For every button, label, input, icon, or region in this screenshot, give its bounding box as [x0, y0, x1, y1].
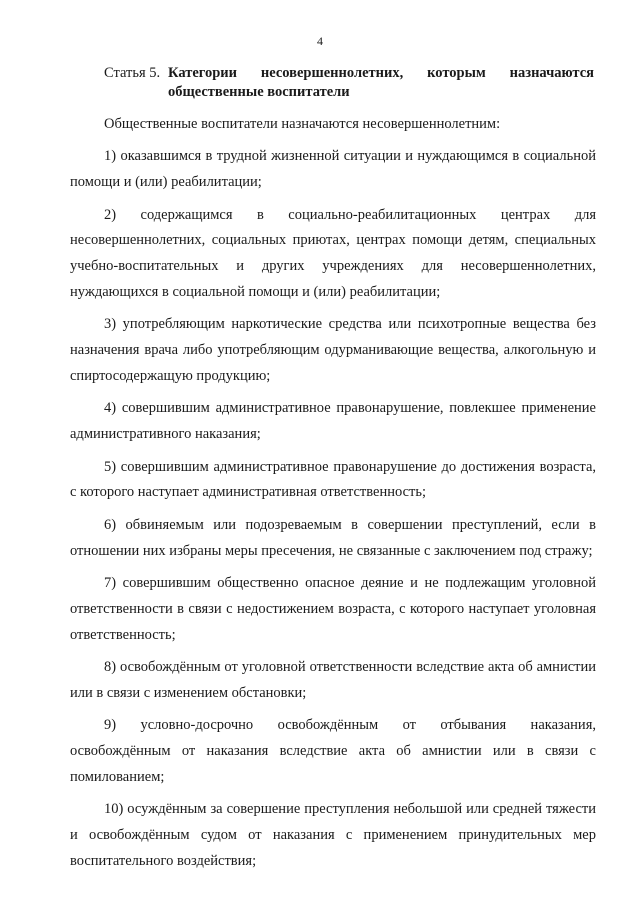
list-item: 5) совершившим административное правонарушение до достижения возраста, с которого наступает административная ответственность;	[70, 458, 596, 501]
article-title	[168, 64, 594, 102]
list-item: 10) осуждённым за совершение преступления небольшой или средней тяжести и освобождённым судом от наказания с применением принудительных мер воспитательного воздействия;	[70, 801, 596, 869]
list-item: 2) содержащимся в социально-реабилитационных центрах для несовершеннолетних, социальных приютах, центрах помощи детям, специальных учебно-воспитательных и других учреждениях для несовершеннолетних, нуждающихся в социальной помощи и (или) реабилитации;	[70, 206, 596, 300]
list-item: 4) совершившим административное правонарушение, повлекшее применение административного наказания;	[70, 400, 596, 443]
list-item: 9) условно-досрочно освобождённым от отбывания наказания, освобождённым от наказания вследствие акта об амнистии или в связи с помилованием;	[70, 717, 596, 785]
page-number: 4	[317, 34, 323, 48]
article-body	[70, 112, 596, 874]
article-title-line-1: Категории несовершеннолетних, которым назначаются	[168, 65, 594, 81]
intro-paragraph: Общественные воспитатели назначаются несовершеннолетним:	[104, 116, 501, 132]
list-item: 8) освобождённым от уголовной ответственности вследствие акта об амнистии или в связи с изменением обстановки;	[70, 658, 596, 701]
article-title-line-2: общественные воспитатели	[168, 84, 350, 100]
list-item: 7) совершившим общественно опасное деяние и не подлежащим уголовной ответственности в связи с недостижением возраста, с которого наступает уголовная ответственность;	[70, 574, 596, 643]
list-item: 3) употребляющим наркотические средства или психотропные вещества без назначения врача либо употребляющим одурманивающие вещества, алкогольную и спиртосодержащую продукцию;	[70, 316, 596, 384]
list-item: 6) обвиняемым или подозреваемым в совершении преступлений, если в отношении них избраны меры пресечения, не связанные с заключением под стражу;	[70, 516, 596, 559]
article-prefix: Статья 5.	[104, 65, 161, 81]
list-item: 1) оказавшимся в трудной жизненной ситуации и нуждающимся в социальной помощи и (или) реабилитации;	[70, 148, 596, 191]
